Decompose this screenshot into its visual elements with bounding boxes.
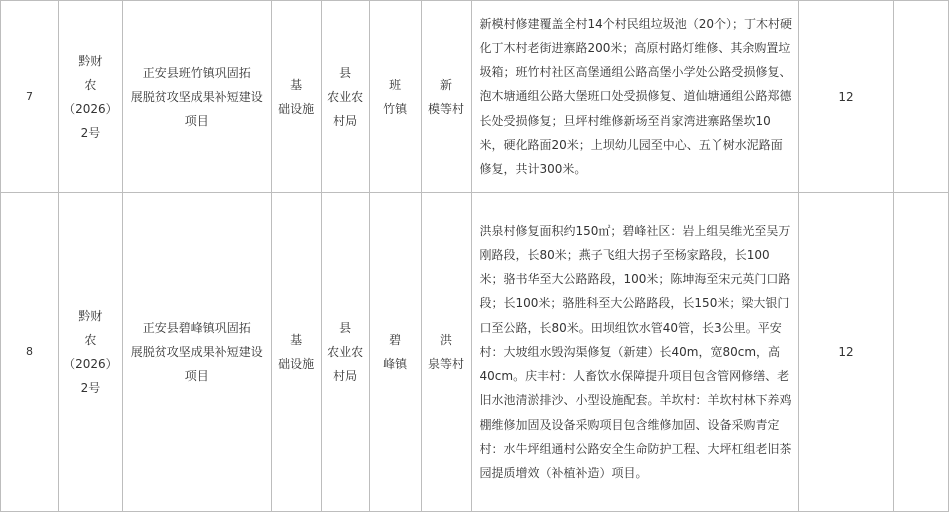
responsible-department: 县 农业农 村局 [321,1,369,193]
document-number: 黔财 农 （2026） 2号 [58,1,122,193]
township: 班 竹镇 [369,1,421,193]
row-index: 8 [1,193,59,512]
table-row [1,193,949,512]
township: 碧 峰镇 [369,193,421,512]
remarks [894,1,949,193]
village: 新 模等村 [421,1,471,193]
funding-amount: 12 [799,1,894,193]
row-index: 7 [1,1,59,193]
document-number: 黔财 农 （2026） 2号 [58,193,122,512]
construction-content: 新模村修建覆盖全村14个村民组垃圾池（20个）；丁木村硬化丁木村老街进寨路200米；高原村路灯维修、其余购置垃圾箱；班竹村社区高堡通组公路高堡小学处公路受损修复、泡木塘通组公路大堡班口处受损修复、道仙塘通组公路郑德长处受损修复；旦坪村维修新场至肖家湾进寨路堡坎10米，硬化路面20米；上坝幼儿园至中心、五丫树水泥路面修复，共计300米。 [471,1,799,193]
project-name: 正安县班竹镇巩固拓 展脱贫攻坚成果补短建设 项目 [122,1,271,193]
funding-amount: 12 [799,193,894,512]
construction-content: 洪泉村修复面积约150㎡；碧峰社区：岩上组吴维光至吴万刚路段，长80米；燕子飞组大拐子至杨家路段，长100米；骆书华至大公路路段，100米；陈坤海至宋元英门口路段；长100米；骆胜科至大公路路段，长150米；梁大银门口至公路，长80米。田坝组饮水管40管，长3公里。平安村：大坡组水毁沟渠修复（新建）长40m，宽80cm，高40cm。庆丰村：人畜饮水保障提升项目包含管网修缮、老旧水池清淤排沙、小型设施配套。羊坎村：羊坎村林下养鸡棚维修加固及设备采购项目包含维修加固、设备采购青定村：水牛坪组通村公路安全生命防护工程、大坪杠组老旧茶园提质增效（补植补造）项目。 [471,193,799,512]
table-row [1,1,949,193]
project-name: 正安县碧峰镇巩固拓 展脱贫攻坚成果补短建设 项目 [122,193,271,512]
project-category: 基 础设施 [271,1,321,193]
village: 洪 泉等村 [421,193,471,512]
responsible-department: 县 农业农 村局 [321,193,369,512]
project-category: 基 础设施 [271,193,321,512]
remarks [894,193,949,512]
